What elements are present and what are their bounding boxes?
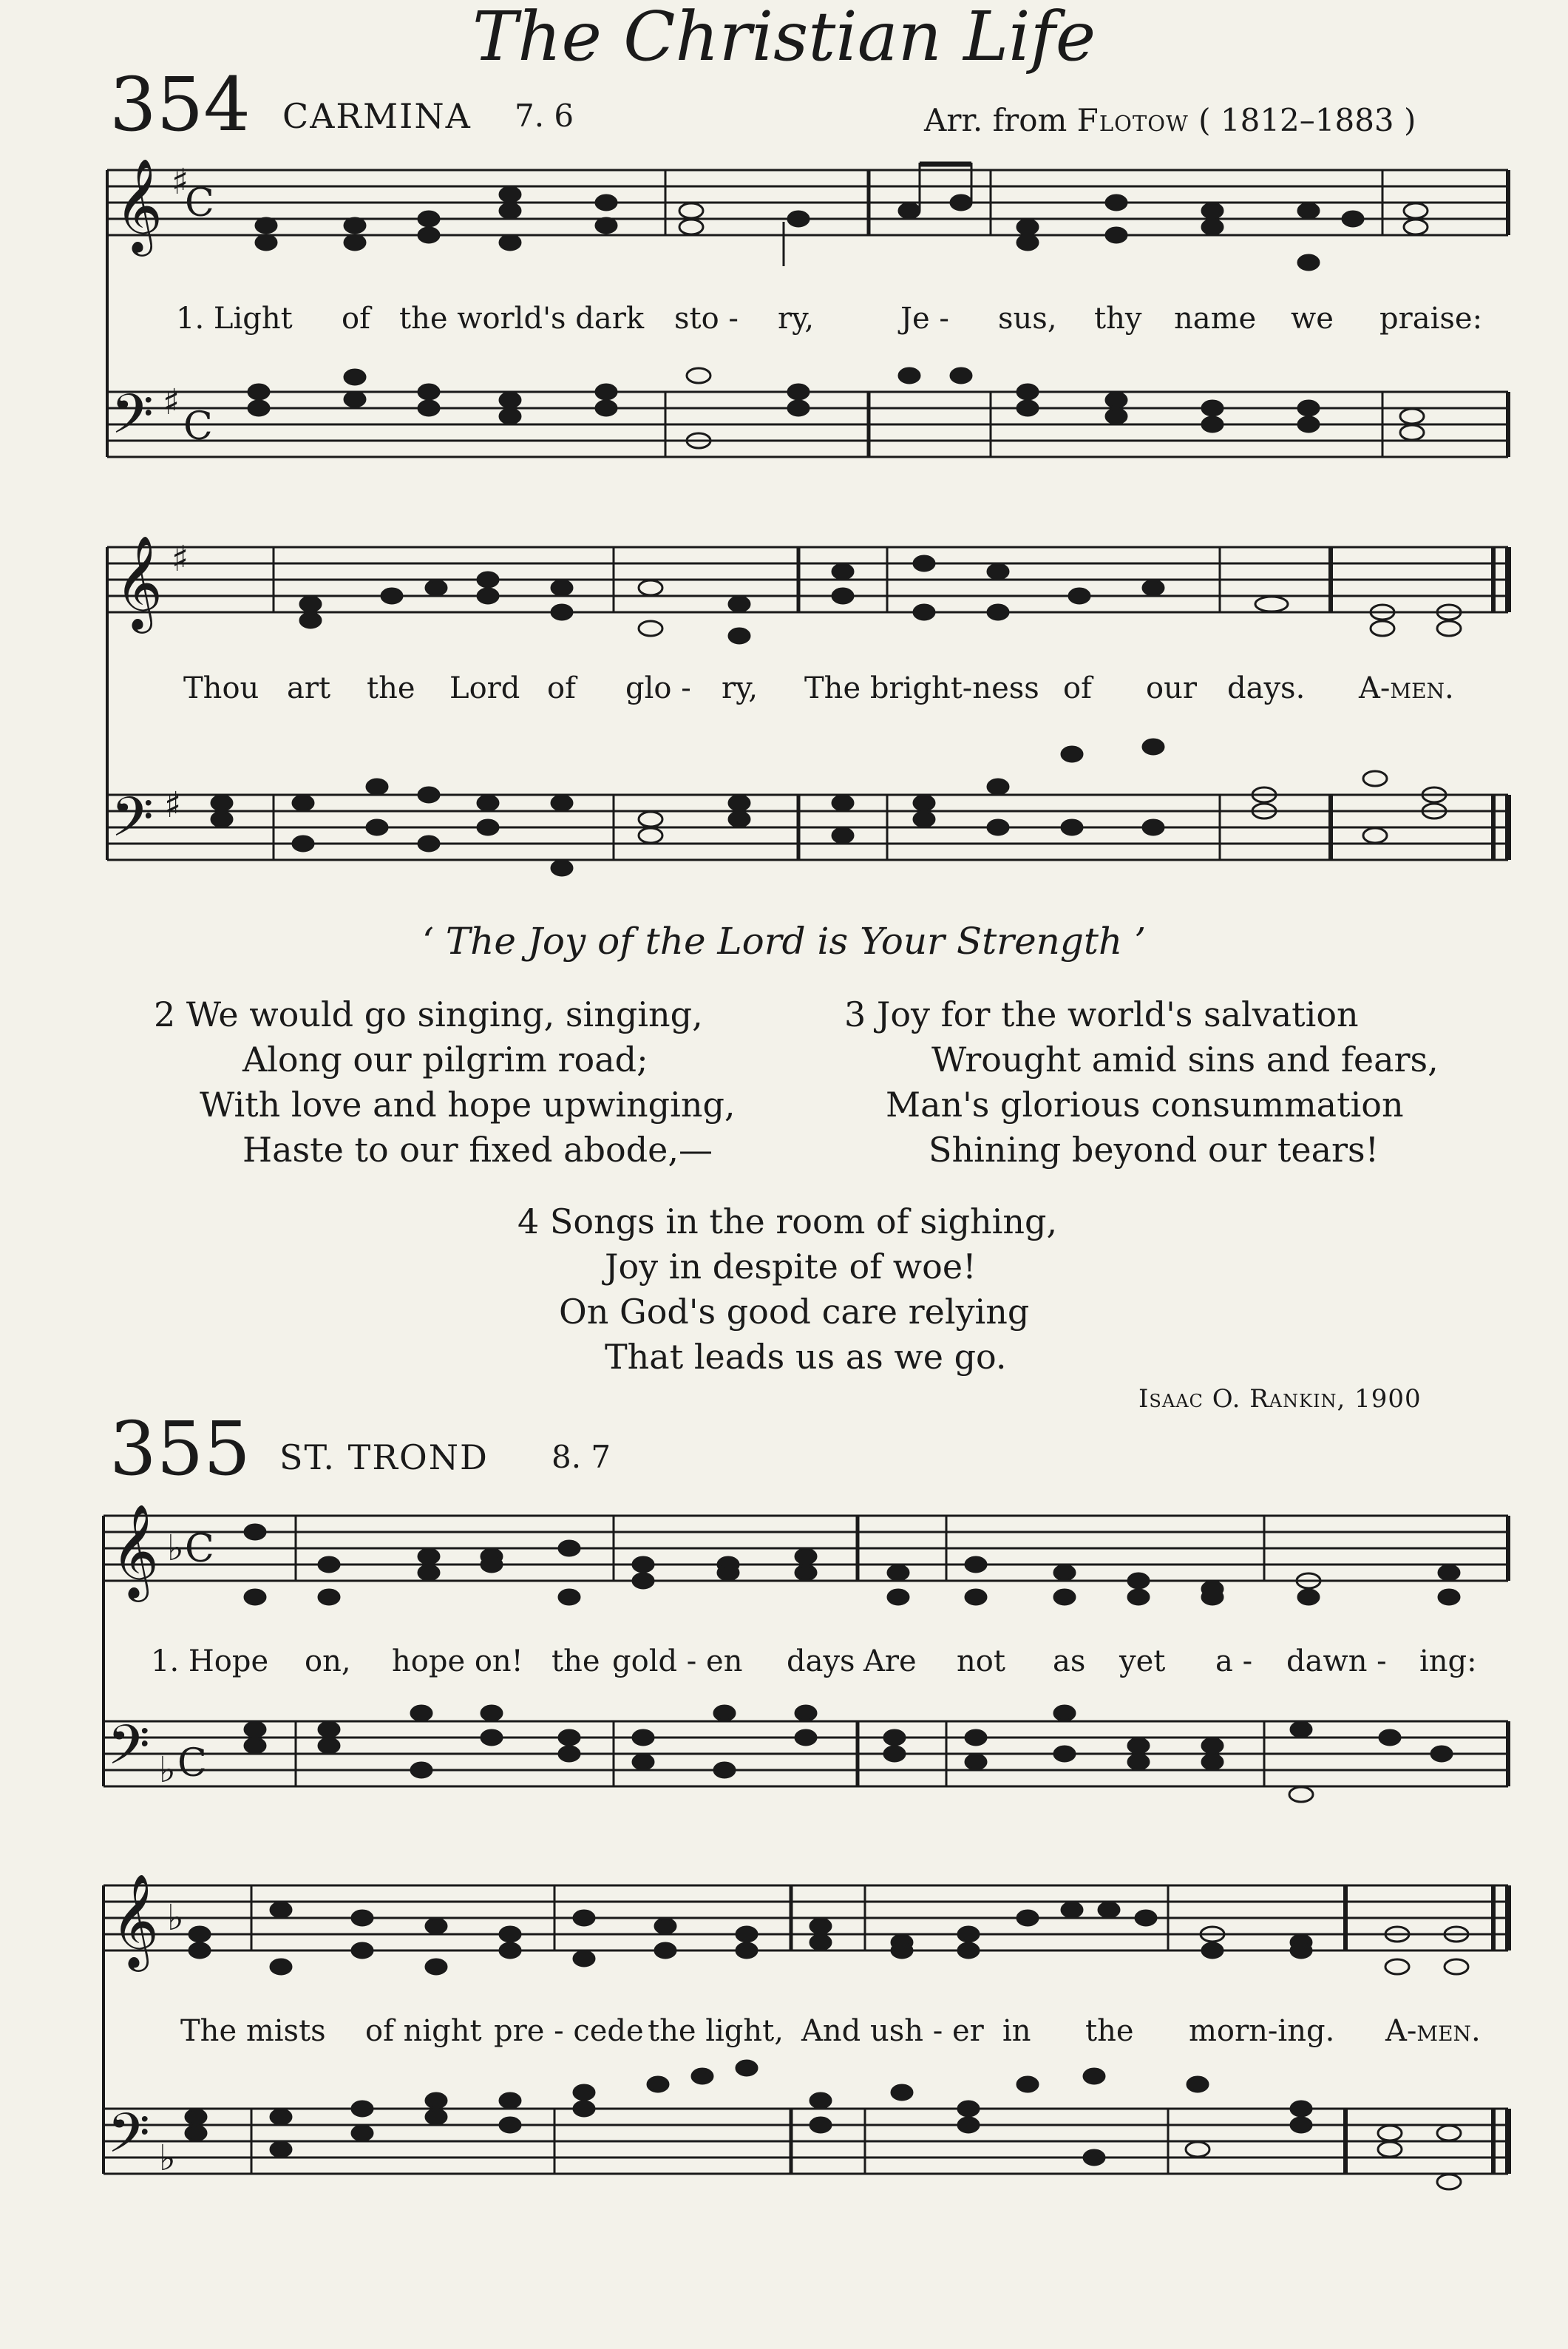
lyric-355-1-w10: a - [1215, 1644, 1253, 1678]
lyric-355-2-w1: of night [365, 2014, 482, 2048]
bass-clef-icon: 𝄢 [111, 382, 154, 458]
lyric-355-1-w3: the [551, 1644, 600, 1678]
lyric-355-2-w2: pre - cede [494, 2014, 644, 2048]
lyric-354-1-w8: name [1174, 302, 1257, 336]
verse-3-line-4: Shining beyond our tears! [929, 1130, 1379, 1170]
key-flat-icon: ♭ [159, 2138, 176, 2179]
bass-clef-icon: 𝄢 [111, 785, 154, 863]
lyric-355-1-w12: ing: [1419, 1644, 1477, 1678]
meter-354: 7. 6 [515, 98, 574, 134]
lyric-354-2-w5: glo - [625, 671, 691, 705]
lyric-354-2-w2: the [367, 671, 415, 705]
lyric-354-1-w2: the world's dark [399, 302, 645, 336]
key-flat-icon: ♭ [167, 1897, 184, 1939]
verse-2-line-3: With love and hope upwinging, [200, 1085, 736, 1125]
hymn-number-355: 355 [109, 1406, 251, 1492]
lyric-355-1-w11: dawn - [1286, 1644, 1387, 1678]
lyric-354-2-w0: Thou [183, 671, 259, 705]
treble-clef-icon: 𝄞 [115, 535, 163, 629]
meter-355: 8. 7 [551, 1439, 611, 1475]
verse-2-line-1: 2 We would go singing, singing, [154, 994, 703, 1034]
lyric-355-2-w3: the light, [648, 2014, 784, 2048]
lyric-355-1-w8: as [1053, 1644, 1086, 1678]
lyric-355-1-w6: Are [863, 1644, 917, 1678]
key-flat-icon: ♭ [167, 1528, 184, 1569]
lyric-354-1-w6: sus, [998, 302, 1057, 336]
lyric-354-2-w1: art [287, 671, 331, 705]
composer-name: Flotow [1076, 102, 1189, 138]
time-signature-c: C [185, 1527, 214, 1571]
treble-clef-icon: 𝄞 [111, 1873, 160, 1967]
hymn354-author: Isaac O. Rankin, 1900 [1138, 1384, 1422, 1414]
arrangement-credit [924, 102, 1416, 138]
key-sharp-icon: ♯ [164, 784, 182, 826]
lyric-355-1-w1: on, [305, 1644, 351, 1678]
lyric-354-2-amen: A-men. [1359, 671, 1454, 705]
verse-4-line-4: That leads us as we go. [605, 1337, 1007, 1377]
verse-3 [844, 992, 1439, 1173]
key-sharp-icon: ♯ [172, 538, 189, 580]
lyric-354-1-w9: we [1291, 302, 1334, 336]
treble-clef-icon: 𝄞 [111, 1503, 160, 1598]
lyric-354-1-w0: 1. Light [176, 302, 293, 336]
lyric-355-1-w4: gold - en [612, 1644, 743, 1678]
lyric-355-1-w0: 1. Hope [151, 1644, 269, 1678]
lyric-354-2-w4: of [547, 671, 576, 705]
verse-4-line-3: On God's good care relying [559, 1292, 1030, 1332]
verse-4 [517, 1199, 1057, 1380]
verse-3-line-2: Wrought amid sins and fears, [931, 1040, 1439, 1079]
lyric-354-2-w3: Lord [449, 671, 520, 705]
verse-2-line-4: Haste to our fixed abode,— [242, 1130, 713, 1170]
time-signature-c: C [183, 404, 213, 449]
key-sharp-icon: ♯ [172, 161, 189, 203]
verse-2 [154, 992, 736, 1173]
bass-clef-icon: 𝄢 [107, 2101, 150, 2179]
lyric-354-2-w8: of [1063, 671, 1092, 705]
lyric-355-2-amen: A-men. [1385, 2014, 1481, 2048]
lyric-355-1-w5: days [787, 1644, 855, 1678]
verse-3-line-3: Man's glorious consummation [886, 1085, 1404, 1125]
verse-3-line-1: 3 Joy for the world's salvation [844, 994, 1359, 1034]
time-signature-c: C [177, 1741, 207, 1786]
key-flat-icon: ♭ [159, 1749, 176, 1791]
composer-dates: ( 1812–1883 ) [1198, 102, 1416, 138]
treble-staff-lines [107, 170, 1508, 235]
tune-name-carmina: CARMINA [282, 96, 472, 136]
lyric-355-2-w0: The mists [180, 2014, 326, 2048]
tune-name-st-trond: ST. TROND [279, 1437, 489, 1477]
lyric-354-1-w10: praise: [1379, 302, 1483, 336]
lyric-355-1-w7: not [957, 1644, 1005, 1678]
treble-clef-icon: 𝄞 [115, 157, 163, 252]
lyric-354-1-w4: ry, [778, 302, 815, 336]
lyric-355-2-w6: the [1085, 2014, 1134, 2048]
arrangement-prefix: Arr. from [924, 102, 1068, 138]
verse-2-line-2: Along our pilgrim road; [242, 1040, 648, 1079]
lyric-354-1-w3: sto - [674, 302, 739, 336]
lyric-354-2-w7: The bright-ness [804, 671, 1039, 705]
lyric-355-1-w2: hope on! [392, 1644, 523, 1678]
lyric-355-2-w4: And ush - er [801, 2014, 984, 2048]
lyric-355-2-w7: morn-ing. [1189, 2014, 1335, 2048]
lyric-354-2-w6: ry, [722, 671, 758, 705]
bass-clef-icon: 𝄢 [107, 1713, 150, 1791]
hymn-number-354: 354 [109, 61, 251, 148]
lyric-354-1-w1: of [342, 302, 370, 336]
lyric-354-2-w9: our [1146, 671, 1197, 705]
lyric-355-2-w5: in [1002, 2014, 1031, 2048]
lyric-354-2-w10: days. [1227, 671, 1306, 705]
verse-4-line-1: 4 Songs in the room of sighing, [517, 1201, 1058, 1241]
verse-4-line-2: Joy in despite of woe! [605, 1247, 977, 1287]
key-sharp-icon: ♯ [163, 382, 180, 423]
lyric-354-1-w5: Je - [900, 302, 949, 336]
hymn-subtitle: ‘ The Joy of the Lord is Your Strength ’ [422, 920, 1146, 963]
time-signature-c: C [185, 181, 214, 226]
lyric-355-1-w9: yet [1119, 1644, 1166, 1678]
lyric-354-1-w7: thy [1094, 302, 1142, 336]
page-title: The Christian Life [472, 0, 1096, 76]
